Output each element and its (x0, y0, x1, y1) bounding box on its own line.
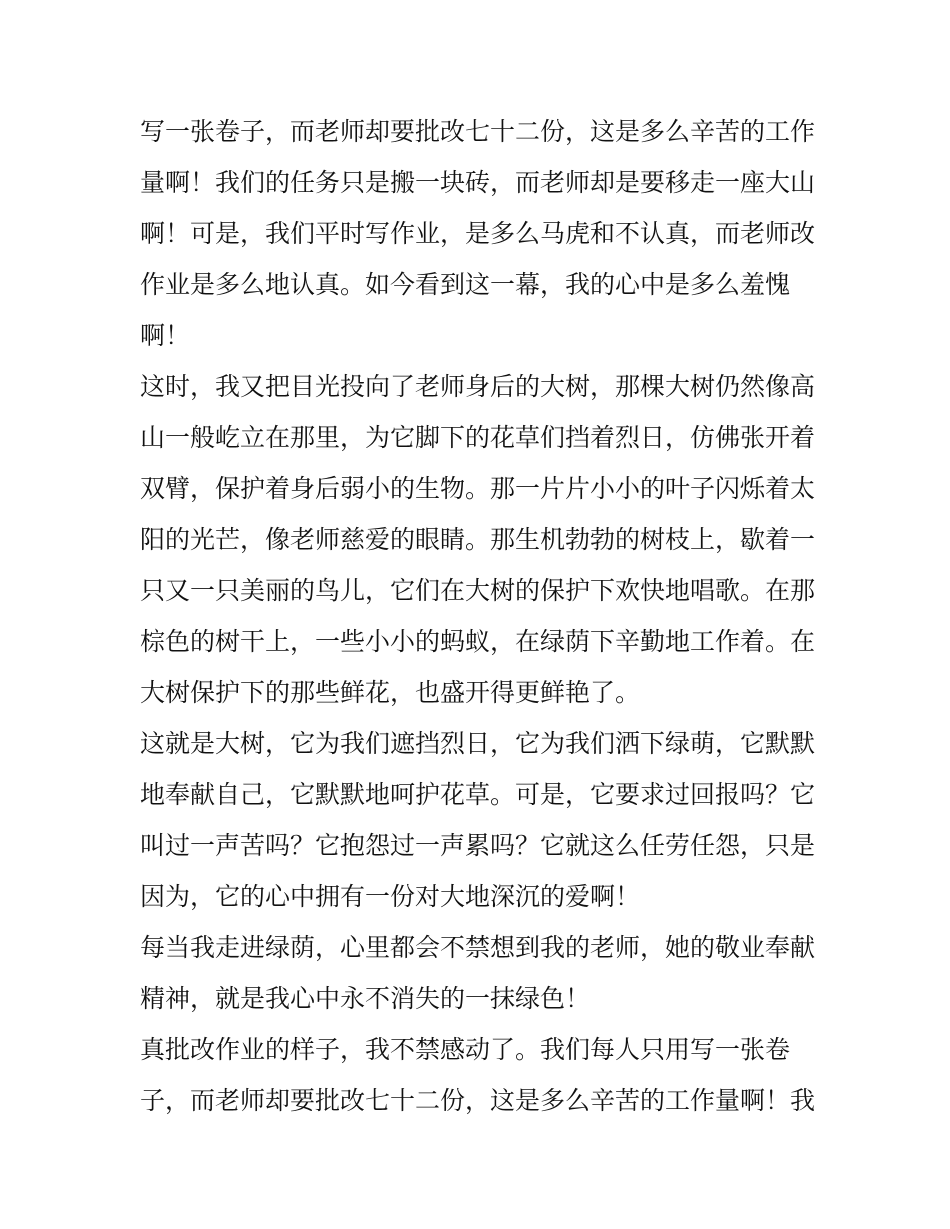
text-line: 真批改作业的样子，我不禁感动了。我们每人只用写一张卷 (140, 1035, 791, 1064)
text-line: 精神，就是我心中永不消失的一抹绿色！ (140, 984, 591, 1013)
text-line: 山一般屹立在那里，为它脚下的花草们挡着烈日，仿佛张开着 (140, 423, 816, 452)
text-line: 棕色的树干上，一些小小的蚂蚁，在绿荫下辛勤地工作着。在 (140, 627, 816, 656)
essay-text (140, 106, 830, 1126)
text-line: 这时，我又把目光投向了老师身后的大树，那棵大树仍然像高 (140, 372, 816, 401)
text-line: 作业是多么地认真。如今看到这一幕，我的心中是多么羞愧 (140, 270, 791, 299)
text-line: 只又一只美丽的鸟儿，它们在大树的保护下欢快地唱歌。在那 (140, 576, 816, 605)
text-line: 双臂，保护着身后弱小的生物。那一片片小小的叶子闪烁着太 (140, 474, 816, 503)
text-line: 每当我走进绿荫，心里都会不禁想到我的老师，她的敬业奉献 (140, 933, 816, 962)
text-line: 啊！ (140, 321, 191, 350)
text-line: 因为，它的心中拥有一份对大地深沉的爱啊！ (140, 882, 641, 911)
text-line: 子，而老师却要批改七十二份，这是多么辛苦的工作量啊！我 (140, 1086, 816, 1115)
text-line: 写一张卷子，而老师却要批改七十二份，这是多么辛苦的工作 (140, 117, 816, 146)
text-line: 啊！可是，我们平时写作业，是多么马虎和不认真，而老师改 (140, 219, 816, 248)
text-line: 大树保护下的那些鲜花，也盛开得更鲜艳了。 (140, 678, 641, 707)
text-line: 阳的光芒，像老师慈爱的眼睛。那生机勃勃的树枝上，歇着一 (140, 525, 816, 554)
text-line: 地奉献自己，它默默地呵护花草。可是，它要求过回报吗？它 (140, 780, 816, 809)
text-line: 量啊！我们的任务只是搬一块砖，而老师却是要移走一座大山 (140, 168, 816, 197)
text-line: 这就是大树，它为我们遮挡烈日，它为我们洒下绿萌，它默默 (140, 729, 816, 758)
text-line: 叫过一声苦吗？它抱怨过一声累吗？它就这么任劳任怨，只是 (140, 831, 816, 860)
